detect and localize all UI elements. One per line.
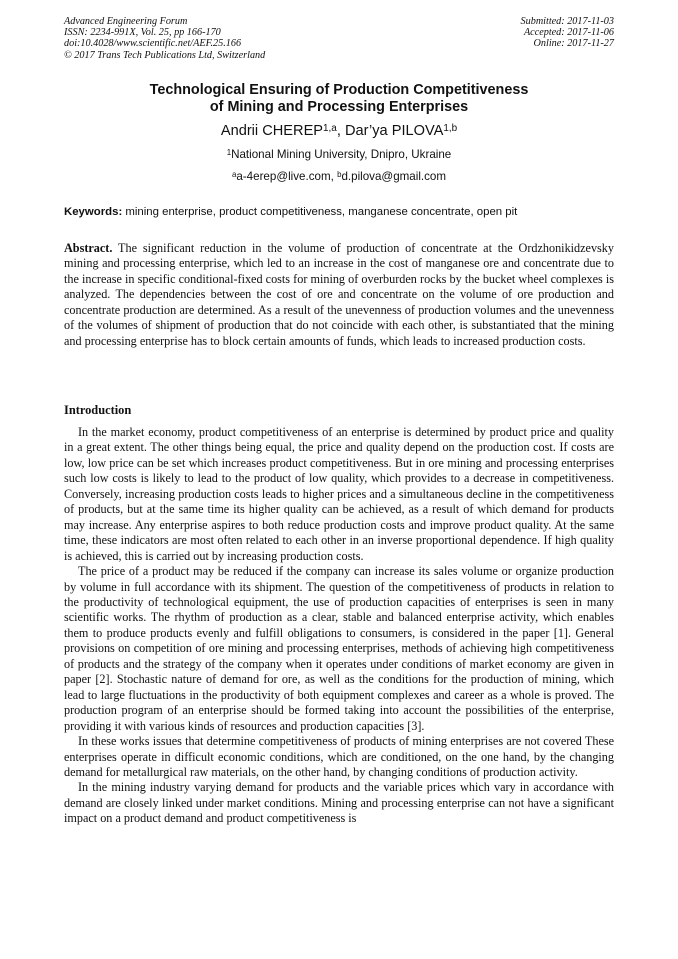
paper-title-line-2: of Mining and Processing Enterprises (209, 99, 469, 115)
author-2: Dar’ya PILOVA (344, 123, 444, 139)
introduction-heading: Introduction (64, 403, 132, 417)
author-list (0, 122, 678, 140)
introduction-paragraph: In these works issues that determine competitiveness of products of mining enterprises are not covered These enterprises operate in difficult economic conditions, which are conditioned, on the one hand, by the changing demand for metallurgical raw materials, on the other hand, by changing conditions of production activity. (64, 734, 614, 779)
affiliation-mark: 1 (226, 148, 232, 157)
journal-header-left (64, 16, 265, 61)
journal-doi[interactable]: doi:10.4028/www.scientific.net/AEF.25.166 (64, 38, 242, 50)
introduction-paragraph: In the mining industry varying demand for products and the variable prices which vary in accordance with demand are closely linked under market conditions. Mining and processing enterprise can not have a significant impact on a product demand and product competitiveness is (64, 780, 614, 826)
author-1: Andrii CHEREP (220, 123, 324, 139)
author-2-affiliation-mark: 1,b (443, 123, 458, 134)
abstract (64, 241, 614, 349)
author-emails (0, 170, 678, 184)
accepted-date: Accepted: 2017-11-06 (523, 27, 614, 39)
keywords-label: Keywords: (64, 206, 123, 218)
email-a-link[interactable]: a-4erep@live.com (236, 170, 331, 183)
introduction-body (64, 425, 614, 827)
affiliation (0, 148, 678, 162)
author-1-affiliation-mark: 1,a (323, 123, 337, 134)
journal-copyright: © 2017 Trans Tech Publications Ltd, Switzerland (64, 49, 266, 61)
abstract-text: The significant reduction in the volume of production of concentrate at the Ordzhonikidzevsky mining and processing enterprise, which led to an increase in the cost of manganese ore and concentrate due to the increase in specific conditional-fixed costs for mining of overburden rocks by the bucket wheel complexes is analyzed. The dependencies between the cost of ore and concentrate on the volume of ore production and concentrate production are determined. As a result of the unevenness of production volumes and the unevenness of the volumes of shipment of production that do not coincide with each other, is substantiated that the mining and processing enterprise has to block certain amounts of funds, which leads to increased production costs. (64, 241, 614, 348)
journal-name: Advanced Engineering Forum (64, 16, 188, 27)
email-b-mark: b (337, 170, 342, 179)
email-b-link[interactable]: d.pilova@gmail.com (341, 170, 447, 183)
keywords-text: mining enterprise, product competitiveness, manganese concentrate, open pit (122, 206, 518, 218)
email-a-mark: a (231, 170, 237, 179)
affiliation-text: National Mining University, Dnipro, Ukraine (231, 148, 452, 161)
journal-issn: ISSN: 2234-991X, Vol. 25, pp 166-170 (64, 27, 221, 39)
author-separator: , (336, 123, 345, 139)
introduction-paragraph: In the market economy, product competitiveness of an enterprise is determined by product price and quality in a great extent. The other things being equal, the price and quality depend on the production cost. If costs are low, low price can be set which increases product competitiveness. But in ore mining and processing enterprises such low costs is likely to lead to the product of low quality, which provides to a decrease in competitiveness. Conversely, increasing production costs leads to higher prices and a simultaneous decline in the competitiveness of products, but at the same time its higher quality can be achieved, as a result of which demand for products may increase. Any enterprise aspires to both reduce production costs and improve product quality. At the same time, these indicators are most often related to each other in an inverse proportional dependence. If high quality is achieved, this is carried out by increasing production costs. (64, 425, 614, 563)
submitted-date: Submitted: 2017-11-03 (520, 16, 614, 27)
email-separator: , (330, 170, 338, 183)
introduction-paragraph: The price of a product may be reduced if the company can increase its sales volume or organize production by volume in full accordance with its shipment. The question of the competitiveness of products in relation to the productivity of technological equipment, the use of production capacities of enterprises is seen in many scientific works. The rhythm of production as a clear, stable and balanced enterprise activity, which enables them to produce products evenly and fulfill obligations to consumers, is considered in the paper [1]. General provisions on competition of ore mining and processing enterprises, methods of achieving high competitiveness of products and the strategy of the company when it operates under conditions of market economy are given in paper [2]. Stochastic nature of demand for ore, as well as the conditions for the production of mining, which lead to large fluctuations in the productivity of both equipment complexes and career as a whole is proved. The production program of an enterprise should be formed taking into account the possibilities of the enterprise, providing it with various kinds of resources and production capacities [3]. (64, 564, 614, 733)
journal-header-right (521, 16, 614, 50)
abstract-label: Abstract. (64, 241, 113, 255)
paper-title (0, 82, 678, 116)
keywords (64, 205, 624, 219)
online-date: Online: 2017-11-27 (533, 38, 614, 50)
paper-title-line-1: Technological Ensuring of Production Competitiveness (149, 82, 529, 98)
